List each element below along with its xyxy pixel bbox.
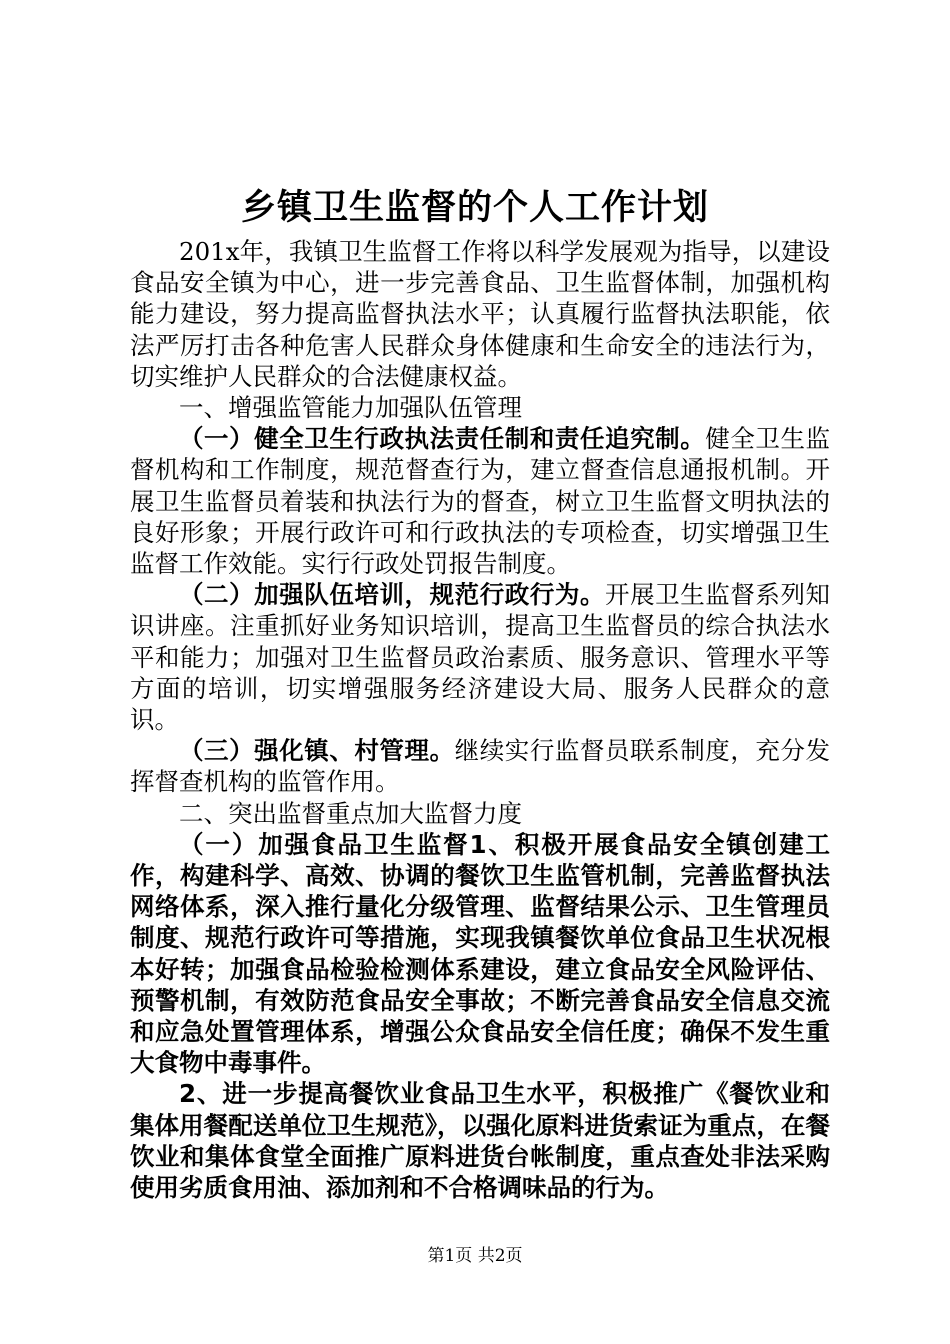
page-footer: 第1页 共2页	[427, 1246, 523, 1266]
section1-item3-lead: （三）强化镇、村管理。	[179, 736, 455, 766]
section2-paragraph2: 2、进一步提高餐饮业食品卫生水平，积极推广《餐饮业和集体用餐配送单位卫生规范》，以强化原料进货索证为重点，在餐饮业和集体食堂全面推广原料进货台帐制度，重点查处非法采购使用劣质食用油、添加剂和不合格调味品的行为。	[130, 1079, 830, 1203]
section1-item2	[130, 579, 830, 735]
section1-item1-text: 健全卫生监督机构和工作制度，规范督查行为，建立督查信息通报机制。开展卫生监督员着装和执法行为的督查，树立卫生监督文明执法的良好形象；开展行政许可和行政执法的专项检查，切实增强卫生监督工作效能。实行行政处罚报告制度。	[130, 424, 831, 579]
intro-paragraph: 201x年，我镇卫生监督工作将以科学发展观为指导，以建设食品安全镇为中心，进一步完善食品、卫生监督体制，加强机构能力建设，努力提高监督执法水平；认真履行监督执法职能，依法严厉打击各种危害人民群众身体健康和生命安全的违法行为，切实维护人民群众的合法健康权益。	[130, 237, 830, 391]
section2-heading: 二、突出监督重点加大监督力度	[179, 798, 522, 828]
section1-item1	[130, 423, 830, 579]
section1-item2-lead: （二）加强队伍培训，规范行政行为。	[179, 580, 606, 610]
section1-item3	[130, 735, 830, 797]
section2-paragraph1: （一）加强食品卫生监督1、积极开展食品安全镇创建工作，构建科学、高效、协调的餐饮卫生监管机制，完善监督执法网络体系，深入推行量化分级管理、监督结果公示、卫生管理员制度、规范行政许可等措施，实现我镇餐饮单位食品卫生状况根本好转；加强食品检验检测体系建设，建立食品安全风险评估、预警机制，有效防范食品安全事故；不断完善食品安全信息交流和应急处置管理体系，增强公众食品安全信任度；确保不发生重大食物中毒事件。	[130, 829, 830, 1078]
document-title: 乡镇卫生监督的个人工作计划	[240, 188, 709, 228]
section1-heading: 一、增强监管能力加强队伍管理	[179, 393, 522, 423]
document-body	[130, 236, 830, 1203]
section1-item1-lead: （一）健全卫生行政执法责任制和责任追究制。	[179, 424, 706, 454]
section1-item3-text: 继续实行监督员联系制度，充分发挥督查机构的监管作用。	[130, 736, 831, 797]
section1-item2-text: 开展卫生监督系列知识讲座。注重抓好业务知识培训，提高卫生监督员的综合执法水平和能力；加强对卫生监督员政治素质、服务意识、管理水平等方面的培训，切实增强服务经济建设大局、服务人民群众的意识。	[130, 580, 831, 735]
